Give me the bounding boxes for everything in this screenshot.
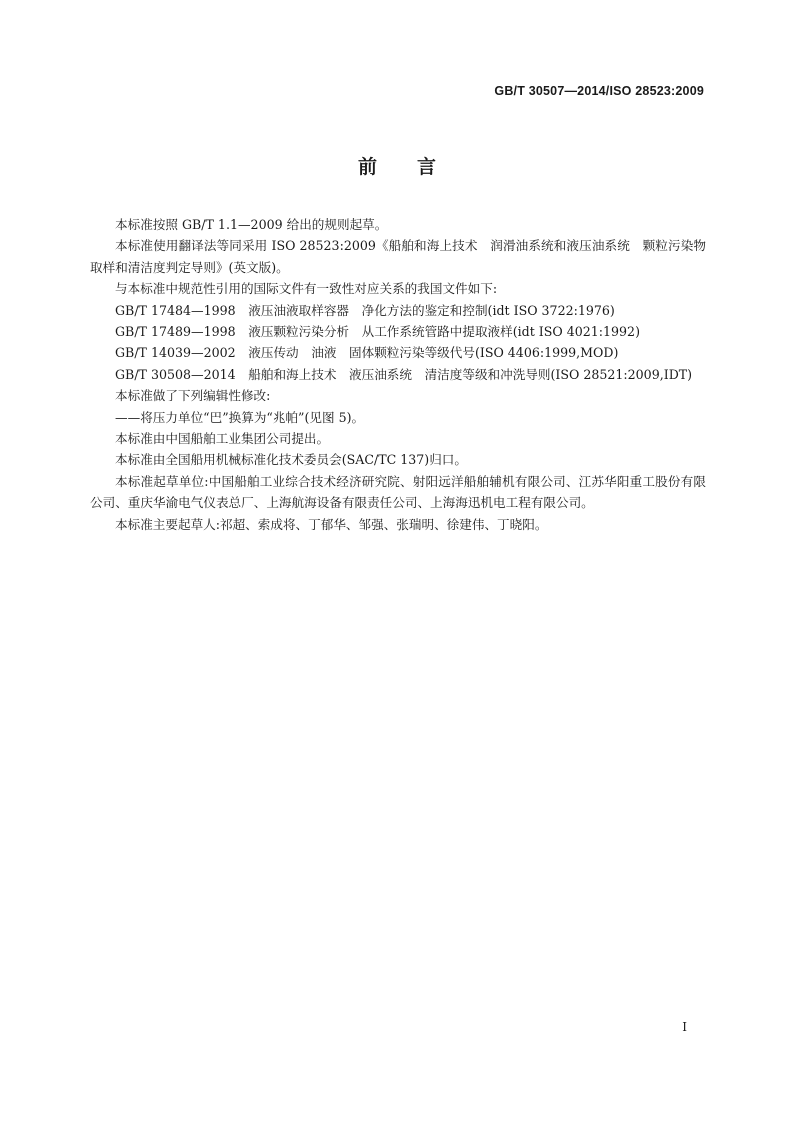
paragraph-centralized-by: 本标准由全国船用机械标准化技术委员会(SAC/TC 137)归口。 (115, 452, 467, 468)
paragraph-proposed-by: 本标准由中国船舶工业集团公司提出。 (115, 431, 330, 447)
editorial-change-item: ——将压力单位“巴”换算为“兆帕”(见图 5)。 (115, 409, 365, 425)
paragraph-editorial-changes: 本标准做了下列编辑性修改: (115, 388, 271, 404)
paragraph-adoption: 本标准使用翻译法等同采用 ISO 28523:2009《船舶和海上技术 润滑油系统和液压油系统 颗粒污染物取样和清洁度判定导则》(英文版)。 (90, 238, 706, 275)
reference-item: GB/T 17489—1998 液压颗粒污染分析 从工作系统管路中提取液样(idt ISO 4021:1992) (115, 324, 640, 340)
standard-number: GB/T 30507—2014/ISO 28523:2009 (494, 84, 704, 98)
paragraph-drafting-rules: 本标准按照 GB/T 1.1—2009 给出的规则起草。 (115, 217, 388, 232)
paragraph-normative-refs-intro: 与本标准中规范性引用的国际文件有一致性对应关系的我国文件如下: (115, 281, 498, 297)
page-number: I (682, 1020, 687, 1034)
page-title: 前言 (357, 156, 476, 178)
reference-item: GB/T 14039—2002 液压传动 油液 固体颗粒污染等级代号(ISO 4406:1999,MOD) (115, 345, 619, 361)
reference-item: GB/T 30508—2014 船舶和海上技术 液压油系统 清洁度等级和冲洗导则(ISO 28521:2009,IDT) (115, 366, 693, 382)
paragraph-main-drafters: 本标准主要起草人:祁超、索成将、丁郁华、邹强、张瑞明、徐建伟、丁晓阳。 (115, 516, 548, 532)
foreword-body (90, 214, 706, 535)
paragraph-drafting-units: 本标准起草单位:中国船舶工业综合技术经济研究院、射阳远洋船舶辅机有限公司、江苏华阳重工股份有限公司、重庆华渝电气仪表总厂、上海航海设备有限责任公司、上海海迅机电工程有限公司。 (90, 473, 706, 511)
reference-item: GB/T 17484—1998 液压油液取样容器 净化方法的鉴定和控制(idt ISO 3722:1976) (115, 302, 615, 318)
